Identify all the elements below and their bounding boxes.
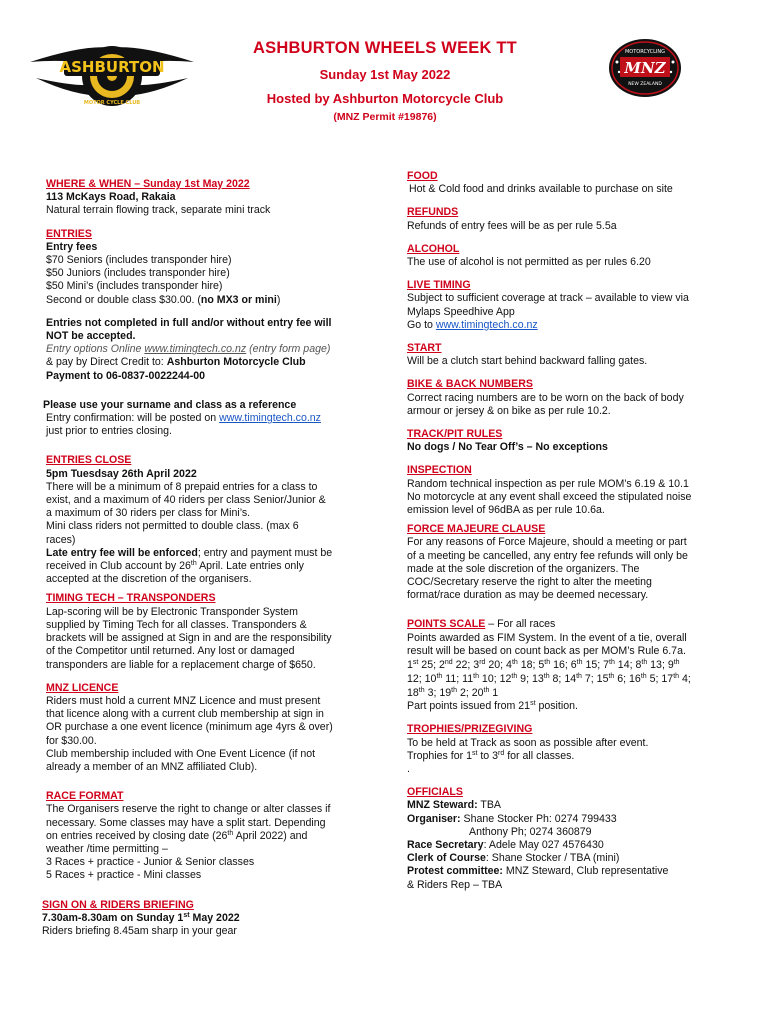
entry-confirmation: Entry confirmation: will be posted on www.timingtech.co.nz <box>46 412 321 425</box>
bike-numbers-heading: BIKE & BACK NUMBERS <box>407 378 533 391</box>
live-timing-link-line: Go to www.timingtech.co.nz <box>407 318 538 331</box>
entry-options: Entry options Online www.timingtech.co.nz (entry form page) <box>46 343 331 356</box>
licence-heading: MNZ LICENCE <box>46 681 119 694</box>
licence-text: that licence along with a current club membership at sign in <box>46 708 324 721</box>
licence-text: Riders must hold a current MNZ Licence and must present <box>46 694 321 707</box>
timing-text: transponders are liable for a replacement charge of $650. <box>46 658 316 671</box>
format-text: weather /time permitting – <box>46 842 168 855</box>
section-sign-on <box>42 899 368 939</box>
fee-second-class: Second or double class $30.00. (no MX3 or mini) <box>46 293 281 306</box>
entry-confirmation-cont: just prior to entries closing. <box>46 425 173 438</box>
official-organiser-2: Anthony Ph; 0274 360879 <box>469 825 592 838</box>
points-issued: Part points issued from 21st position. <box>407 700 578 713</box>
force-majeure-text: For any reasons of Force Majeure, should a meeting or part <box>407 536 687 549</box>
entries-warning-line1: Entries not completed in full and/or without entry fee will <box>46 316 332 329</box>
fee-juniors: $50 Juniors (includes transponder hire) <box>46 267 230 280</box>
right-column <box>407 170 729 892</box>
close-text: There will be a minimum of 8 prepaid entries for a class to <box>46 480 318 493</box>
track-rules-text: No dogs / No Tear Off’s – No exceptions <box>407 441 608 454</box>
entry-fees-label: Entry fees <box>46 240 98 253</box>
refunds-heading: REFUNDS <box>407 206 459 219</box>
official-steward: MNZ Steward: TBA <box>407 799 501 812</box>
official-protest: Protest committee: MNZ Steward, Club representative <box>407 865 669 878</box>
format-text: The Organisers reserve the right to change or alter classes if <box>46 803 331 816</box>
timing-text: supplied by Timing Tech for all classes. Transponders & <box>46 618 307 631</box>
page-header <box>0 38 770 124</box>
start-text: Will be a clutch start behind backward falling gates. <box>407 355 648 368</box>
points-text: result will be based on count back as per MOM’s Rule 6.7a. <box>407 644 686 657</box>
section-trophies <box>407 723 729 776</box>
section-timing-tech <box>46 592 368 671</box>
alcohol-text: The use of alcohol is not permitted as per rules 6.20 <box>407 256 651 269</box>
reference-note: Please use your surname and class as a reference <box>43 398 297 411</box>
svg-text:MOTORCYCLING: MOTORCYCLING <box>624 49 666 55</box>
section-food <box>407 170 729 196</box>
alcohol-heading: ALCOHOL <box>407 242 460 255</box>
fee-seniors: $70 Seniors (includes transponder hire) <box>46 254 232 267</box>
section-refunds <box>407 206 729 232</box>
timing-text: of the Competitor until returned. Any lost or damaged <box>46 645 295 658</box>
close-text: Mini class riders not permitted to double class. (max 6 <box>46 520 299 533</box>
venue-description: Natural terrain flowing track, separate mini track <box>46 204 271 217</box>
section-inspection <box>407 464 729 517</box>
inspection-text: Random technical inspection as per rule MOM’s 6.19 & 10.1 <box>407 477 689 490</box>
where-when-heading: WHERE & WHEN – Sunday 1st May 2022 <box>46 178 250 190</box>
track-rules-heading: TRACK/PIT RULES <box>407 428 503 441</box>
page-title: ASHBURTON WHEELS WEEK TT <box>253 39 517 57</box>
live-timing-text: Subject to sufficient coverage at track – available to view via <box>407 292 689 305</box>
confirmation-link[interactable]: www.timingtech.co.nz <box>219 412 321 425</box>
svg-text:MOTOR CYCLE CLUB: MOTOR CYCLE CLUB <box>83 100 141 106</box>
trophies-classes: Trophies for 1st to 3rd for all classes. <box>407 749 575 762</box>
officials-heading: OFFICIALS <box>407 786 463 799</box>
points-text: Points awarded as FIM System. In the event of a tie, overall <box>407 631 687 644</box>
format-text: 3 Races + practice - Junior & Senior classes <box>46 856 255 869</box>
event-date: Sunday 1st May 2022 <box>319 67 451 82</box>
section-officials <box>407 786 729 892</box>
section-where-when <box>46 178 368 218</box>
svg-text:NEW ZEALAND: NEW ZEALAND <box>628 82 662 87</box>
sign-on-heading: SIGN ON & RIDERS BRIEFING <box>42 898 194 911</box>
force-majeure-text: format/race duration as may be deemed necessary. <box>407 589 649 602</box>
licence-text: Club membership included with One Event Licence (if not <box>46 747 316 760</box>
section-track-rules <box>407 428 729 454</box>
sign-on-time: 7.30am-8.30am on Sunday 1st May 2022 <box>42 911 240 924</box>
food-text: Hot & Cold food and drinks available to purchase on site <box>409 183 673 196</box>
permit-number: (MNZ Permit #19876) <box>333 111 437 123</box>
section-entries <box>43 227 368 439</box>
trophies-heading: TROPHIES/PRIZEGIVING <box>407 723 533 736</box>
payment-account: Payment to 06-0837-0022244-00 <box>46 369 206 382</box>
format-text: on entries received by closing date (26th April 2022) and <box>46 829 308 842</box>
section-force-majeure <box>407 523 729 602</box>
section-mnz-licence <box>46 682 368 774</box>
format-text: 5 Races + practice - Mini classes <box>46 869 202 882</box>
close-text: exist, and a maximum of 40 riders per class Senior/Junior & <box>46 494 326 507</box>
section-bike-numbers <box>407 378 729 418</box>
inspection-heading: INSPECTION <box>407 464 472 477</box>
section-race-format <box>46 790 368 882</box>
points-heading-line: POINTS SCALE – For all races <box>407 618 556 631</box>
bike-numbers-text: armour or jersey & on bike as per rule 10.2. <box>407 404 611 417</box>
refunds-text: Refunds of entry fees will be as per rule 5.5a <box>407 219 617 232</box>
fee-minis: $50 Mini’s (includes transponder hire) <box>46 280 223 293</box>
section-live-timing <box>407 279 729 332</box>
close-text: races) <box>46 533 76 546</box>
points-scale-list: 1st 25; 2nd 22; 3rd 20; 4th 18; 5th 16; 6th 15; 7th 14; 8th 13; 9th 12; 10th 11; 11th 10; 12th 9; 13th 8; 14th 7; 15th 6; 16th 5; 17th 4; 18th 3; 19th 2; 20th 1 <box>407 659 691 700</box>
start-heading: START <box>407 342 442 355</box>
format-text: necessary. Some classes may have a split start. Depending <box>46 816 326 829</box>
official-clerk: Clerk of Course: Shane Stocker / TBA (mini) <box>407 852 620 865</box>
live-timing-link[interactable]: www.timingtech.co.nz <box>435 318 538 331</box>
close-text: a maximum of 30 riders per class for Mini’s. <box>46 507 251 520</box>
race-format-heading: RACE FORMAT <box>46 790 124 803</box>
official-protest-2: & Riders Rep – TBA <box>407 878 503 891</box>
live-timing-heading: LIVE TIMING <box>407 279 471 292</box>
inspection-text: emission level of 96dBA as per rule 10.6a. <box>407 504 605 517</box>
force-majeure-text: COC/Secretary reserve the right to alter the meeting <box>407 576 652 589</box>
food-heading: FOOD <box>407 170 438 182</box>
bike-numbers-text: Correct racing numbers are to be worn on the back of body <box>407 391 684 404</box>
licence-text: for $30.00. <box>46 734 97 747</box>
live-timing-text: Mylaps Speedhive App <box>407 305 515 318</box>
timing-heading: TIMING TECH – TRANSPONDERS <box>46 592 216 605</box>
svg-text:ASHBURTON: ASHBURTON <box>59 58 165 76</box>
late-entry-received: received in Club account by 26th April. Late entries only <box>46 560 304 573</box>
inspection-text: No motorcycle at any event shall exceed the stipulated noise <box>407 490 692 503</box>
entries-close-date: 5pm Tuesdsay 26th April 2022 <box>46 467 197 480</box>
official-secretary: Race Secretary: Adele May 027 4576430 <box>407 838 604 851</box>
svg-text:MNZ: MNZ <box>624 59 666 77</box>
section-alcohol <box>407 243 729 269</box>
close-text: accepted at the discretion of the organisers. <box>46 573 252 586</box>
event-host: Hosted by Ashburton Motorcycle Club <box>266 91 504 106</box>
section-entries-close <box>46 454 368 586</box>
timing-text: brackets will be assigned at Sign in and are the responsibility <box>46 632 332 645</box>
entries-warning-line2: NOT be accepted. <box>46 330 136 343</box>
section-points-scale <box>407 618 729 713</box>
force-majeure-text: of a meeting be cancelled, any entry fee refunds will only be <box>407 549 688 562</box>
venue-address: 113 McKays Road, Rakaia <box>46 191 176 204</box>
trophies-text: To be held at Track as soon as possible after event. <box>407 736 649 749</box>
briefing-time: Riders briefing 8.45am sharp in your gear <box>42 924 237 937</box>
timing-text: Lap-scoring will be by Electronic Transponder System <box>46 605 299 618</box>
force-majeure-text: made at the sole discretion of the organizers. The <box>407 562 640 575</box>
late-entry-fee: Late entry fee will be enforced; entry and payment must be <box>46 546 333 559</box>
section-start <box>407 342 729 368</box>
entries-close-heading: ENTRIES CLOSE <box>46 454 132 467</box>
entry-options-link[interactable]: www.timingtech.co.nz <box>144 343 247 356</box>
trophies-text: . <box>407 762 410 775</box>
left-column <box>42 178 368 938</box>
licence-text: already a member of an MNZ affiliated Club). <box>46 760 258 773</box>
direct-credit: & pay by Direct Credit to: Ashburton Motorcycle Club <box>46 356 306 369</box>
official-organiser: Organiser: Shane Stocker Ph: 0274 799433 <box>407 812 617 825</box>
force-majeure-heading: FORCE MAJEURE CLAUSE <box>407 523 546 536</box>
points-heading: POINTS SCALE <box>407 618 486 631</box>
licence-text: OR purchase a one event licence (minimum age 4yrs & over) <box>46 721 333 734</box>
entries-heading: ENTRIES <box>46 227 92 240</box>
